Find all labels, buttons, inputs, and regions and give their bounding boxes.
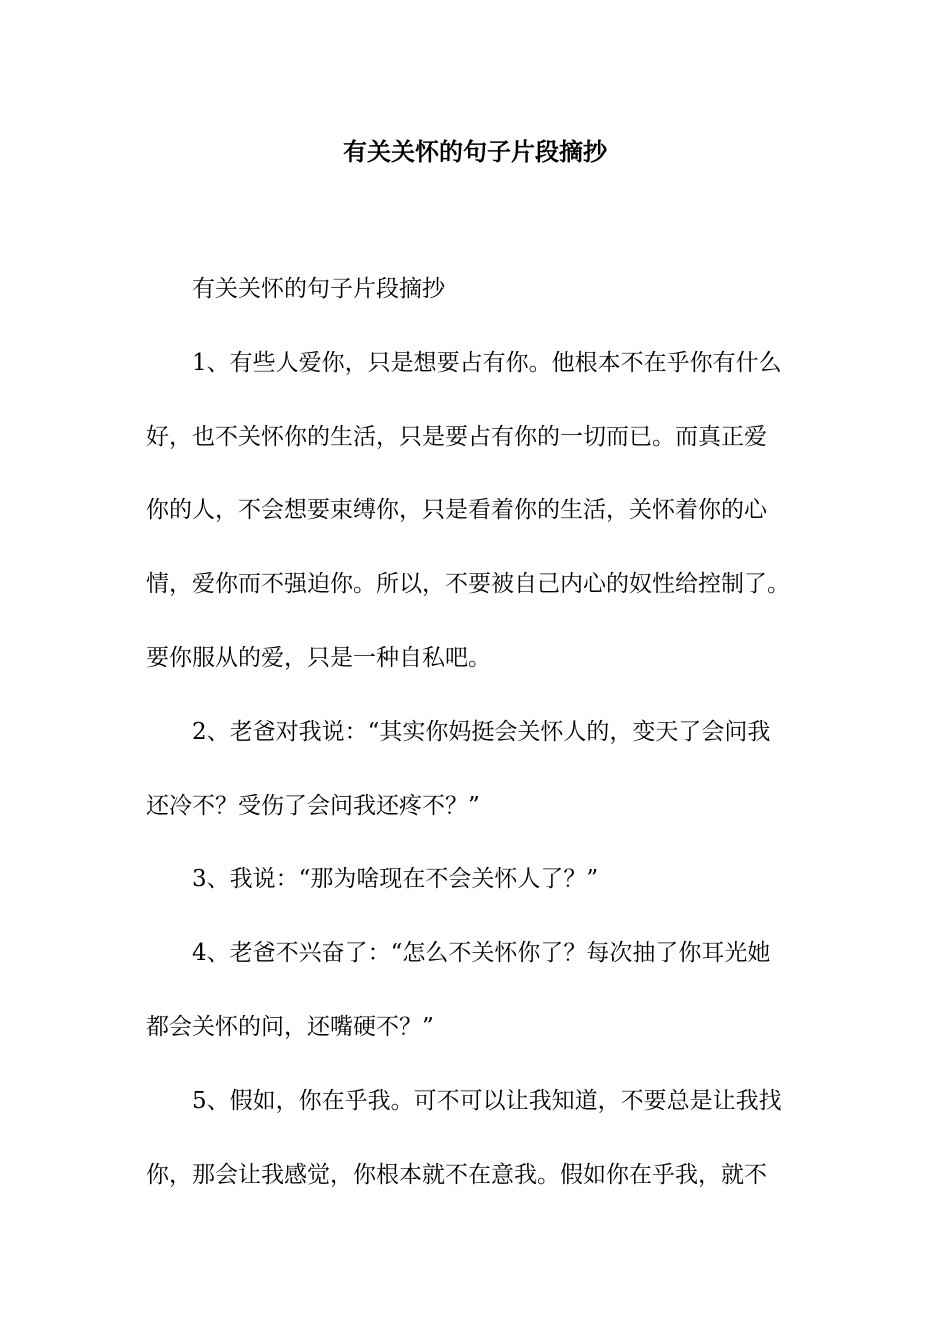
paragraph-1: 1、有些人爱你，只是想要占有你。他根本不在乎你有什么 好，也不关怀你的生活，只是要占有你的一切而已。而真正爱 你的人，不会想要束缚你，只是看着你的生活，关怀着你的心 情，爱你而不强迫你。所以，不要被自己内心的奴性给控制了。 要你服从的爱，只是一种自私吧。 [146,349,790,671]
document-title: 有关关怀的句子片段摘抄 [343,137,607,166]
paragraph-5: 5、假如，你在乎我。可不可以让我知道，不要总是让我找 你，那会让我感觉，你根本就不在意我。假如你在乎我，就不 [146,1087,782,1188]
paragraph-3: 3、我说：“那为啥现在不会关怀人了？” [192,866,599,893]
paragraph-4: 4、老爸不兴奋了：“怎么不关怀你了？每次抽了你耳光她 都会关怀的问，还嘴硬不？” [146,940,771,1040]
paragraph-2: 2、老爸对我说：“其实你妈挺会关怀人的，变天了会问我 还冷不？受伤了会问我还疼不？” [146,718,771,819]
document-body [146,253,810,1212]
paragraph-heading: 有关关怀的句子片段摘抄 [192,276,445,302]
